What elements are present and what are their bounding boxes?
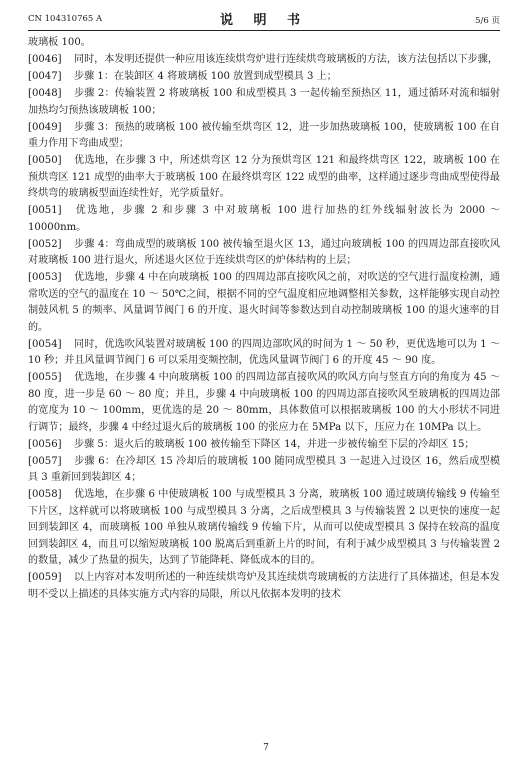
paragraph-text: 以上内容对本发明所述的一种连续烘弯炉及其连续烘弯玻璃板的方法进行了具体描述，但是本发明不受以上描述的具体实施方式内容的局限，所以凡依据本发明的技术 xyxy=(28,572,500,600)
paragraph-text: 步骤 6：在冷却区 15 冷却后的玻璃板 100 随同成型模具 3 一起进入过设区 16，然后成型模具 3 重新回到装卸区 4； xyxy=(28,455,500,483)
paragraph-number: [0046] xyxy=(28,54,62,65)
paragraph-text: 优选地，步骤 2 和步骤 3 中对玻璃板 100 进行加热的红外线辐射波长为 2000 ～ 10000nm。 xyxy=(28,205,500,233)
page-header xyxy=(28,8,500,28)
paragraph xyxy=(28,69,500,86)
paragraph xyxy=(28,153,500,203)
paragraph xyxy=(28,270,500,336)
paragraph-number: [0058] xyxy=(28,489,62,500)
publication-number: CN 104310765 A xyxy=(28,14,103,24)
paragraph-text: 步骤 1：在装卸区 4 将玻璃板 100 放置到成型模具 3 上； xyxy=(74,71,337,82)
paragraph xyxy=(28,52,500,69)
page-indicator: 5/6 页 xyxy=(475,16,500,26)
paragraph-text: 步骤 5：退火后的玻璃板 100 被传输至下降区 14，并进一步被传输至下层的冷却区 15； xyxy=(74,438,475,450)
paragraph-list xyxy=(28,52,500,603)
paragraph-number: [0052] xyxy=(28,238,62,250)
document-body xyxy=(28,35,500,603)
continued-text: 玻璃板 100。 xyxy=(28,37,91,48)
paragraph-number: [0057] xyxy=(28,455,62,467)
paragraph-number: [0049] xyxy=(28,121,62,133)
paragraph-number: [0053] xyxy=(28,272,62,283)
paragraph xyxy=(28,120,500,153)
paragraph-number: [0056] xyxy=(28,438,62,450)
paragraph-text: 步骤 4：弯曲成型的玻璃板 100 被传输至退火区 13，通过向玻璃板 100 的四周边部直接吹风对玻璃板 100 进行退火，所述退火区位于连续烘弯区的炉体结构的上层； xyxy=(28,238,500,266)
paragraph xyxy=(28,454,500,487)
paragraph-number: [0055] xyxy=(28,372,62,383)
paragraph-number: [0054] xyxy=(28,338,62,350)
page-number: 7 xyxy=(263,743,269,753)
paragraph-text: 优选地，在步骤 3 中，所述烘弯区 12 分为预烘弯区 121 和最终烘弯区 122，玻璃板 100 在预烘弯区 121 成型的曲率大于玻璃板 100 在最终烘弯区 122 成型的曲率，这样通过逐步弯曲成型使得最终烘弯的玻璃板型面连续性好，光学质量好。 xyxy=(28,155,500,199)
paragraph-text: 步骤 3：预热的玻璃板 100 被传输至烘弯区 12，进一步加热玻璃板 100，使玻璃板 100 在自重力作用下弯曲成型； xyxy=(28,121,500,149)
paragraph-text: 优选地，在步骤 6 中使玻璃板 100 与成型模具 3 分离，玻璃板 100 通过玻璃传输线 9 传输至下片区，这样就可以将玻璃板 100 与成型模具 3 分离，之后成型模具 3 与传输装置 2 以更快的速度一起回到装卸区 4，而玻璃板 100 单独从玻璃传输线 9 传输下片，从而可以使成型模具 3 保持在较高的温度回到装卸区 4，而且可以缩短玻璃板 100 脱离后到重新上片的时间，有利于减少成型模具 3 与传输装置 2 的数量，减少了热量的损失，达到了节能降耗、降低成本的目的。 xyxy=(28,489,500,566)
paragraph xyxy=(28,237,500,270)
paragraph-number: [0050] xyxy=(28,155,62,166)
paragraph-number: [0048] xyxy=(28,88,62,99)
paragraph-number: [0051] xyxy=(28,205,62,216)
paragraph-text: 同时，优选吹风装置对玻璃板 100 的四周边部吹风的时间为 1 ～ 50 秒，更优选地可以为 1 ～ 10 秒；并且风量调节阀门 6 可以采用变频控制，优选风量调节阀门 6 的开度 45 ～ 90 度。 xyxy=(28,338,500,366)
paragraph xyxy=(28,86,500,119)
paragraph xyxy=(28,437,500,454)
paragraph xyxy=(28,203,500,236)
paragraph-number: [0059] xyxy=(28,572,62,583)
paragraph xyxy=(28,337,500,370)
paragraph xyxy=(28,370,500,436)
paragraph xyxy=(28,570,500,603)
paragraph-text: 步骤 2：传输装置 2 将玻璃板 100 和成型模具 3 一起传输至预热区 11，通过循环对流和辐射加热均匀预热该玻璃板 100； xyxy=(28,88,500,116)
paragraph-text: 优选地，在步骤 4 中向玻璃板 100 的四周边部直接吹风的吹风方向与竖直方向的角度为 45 ～ 80 度，进一步是 60 ～ 80 度；并且，步骤 4 中向玻璃板 100 的四周边部直接吹风至玻璃板的四周边部的宽度为 10 ～ 100mm，更优选的是 20 ～ 80mm，具体数值可以根据玻璃板 100 的大小形状不同进行调节；最终，步骤 4 中经过退火后的玻璃板 100 的张应力在 5MPa 以下，压应力在 10MPa 以上。 xyxy=(28,372,500,433)
header-rule xyxy=(28,30,500,31)
paragraph-text: 同时，本发明还提供一种应用该连续烘弯炉进行连续烘弯玻璃板的方法，该方法包括以下步骤， xyxy=(74,54,498,65)
paragraph-number: [0047] xyxy=(28,71,62,82)
paragraph-text: 优选地，步骤 4 中在向玻璃板 100 的四周边部直接吹风之前，对吹送的空气进行温度检测，通常吹送的空气的温度在 10 ～ 50℃之间，根据不同的空气温度相应地调整相关参数，这样能够实现自动控制鼓风机 5 的频率、风量调节阀门 6 的开度、退火时间等参数达到自动控制玻璃板 100 的退火速率的目的。 xyxy=(28,272,500,333)
paragraph xyxy=(28,487,500,570)
document-title: 说 明 书 xyxy=(219,13,309,28)
